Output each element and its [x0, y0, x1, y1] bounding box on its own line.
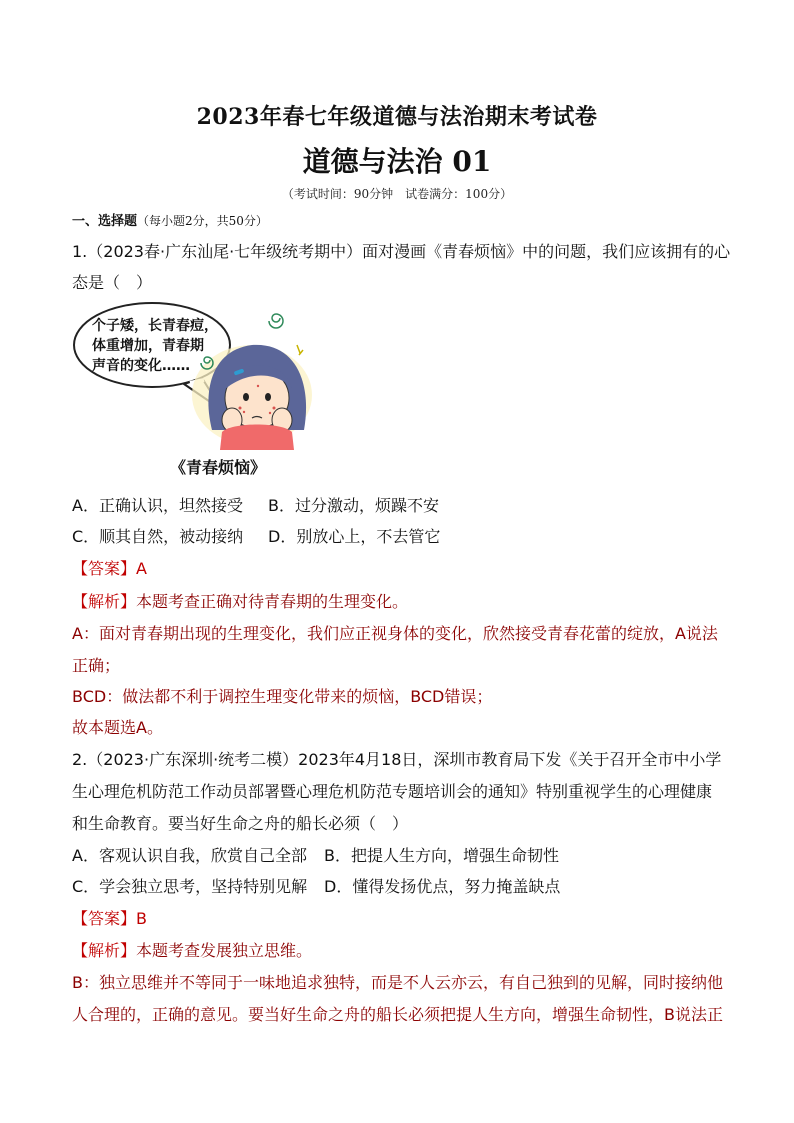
q1-stem-line1: 1.（2023春·广东汕尾·七年级统考期中）面对漫画《青春烦恼》中的问题，我们应该拥有的心 — [72, 242, 731, 261]
q1-options-row1 — [72, 490, 722, 521]
bubble-line: 个子矮，长青春痘， — [92, 318, 218, 334]
q1-explanation-line1: A：面对青春期出现的生理变化，我们应正视身体的变化，欣然接受青春花蕾的绽放，A说法 — [72, 624, 718, 643]
q1-stem-line2: 态是（ ） — [72, 273, 153, 292]
exam-title: 2023年春七年级道德与法治期末考试卷 — [196, 104, 598, 130]
cartoon-caption: 《青春烦恼》 — [170, 458, 267, 477]
q2-option-d[interactable]: D．懂得发扬优点，努力掩盖缺点 — [324, 877, 561, 896]
bubble-line: 体重增加，青春期 — [92, 338, 204, 354]
section-heading — [72, 210, 268, 229]
q1-answer — [72, 553, 722, 584]
analysis-label: 【解析】 — [72, 592, 137, 611]
analysis-text: 本题考查正确对待青春期的生理变化。 — [136, 592, 409, 611]
q2-option-c[interactable]: C．学会独立思考，坚持特别见解 — [72, 877, 308, 896]
analysis-label: 【解析】 — [72, 941, 137, 960]
analysis-text: 本题考查发展独立思维。 — [136, 941, 313, 960]
q1-explanation-line3: BCD：做法都不利于调控生理变化带来的烦恼，BCD错误； — [72, 687, 493, 706]
section-rule: （每小题2分，共50分） — [137, 214, 268, 228]
q2-options-row1 — [72, 840, 722, 871]
answer-value: A — [136, 559, 147, 578]
q1-option-b[interactable]: B．过分激动，烦躁不安 — [268, 496, 439, 515]
q1-explanation-line4: 故本题选A。 — [72, 718, 163, 737]
answer-label: 【答案】 — [72, 559, 137, 578]
exam-subject: 道德与法治 01 — [302, 145, 492, 178]
section-title: 一、选择题 — [72, 214, 138, 229]
q2-stem-line3: 和生命教育。要当好生命之舟的船长必须（ ） — [72, 814, 409, 833]
q2-option-a[interactable]: A．客观认识自我，欣赏自己全部 — [72, 846, 307, 865]
bubble-line: 声音的变化…… — [92, 358, 190, 374]
q2-stem-line1: 2.（2023·广东深圳·统考二模）2023年4月18日，深圳市教育局下发《关于召开全市中小学 — [72, 750, 722, 769]
answer-label: 【答案】 — [72, 909, 137, 928]
answer-value: B — [136, 909, 147, 928]
exam-info: （考试时间：90分钟 试卷满分：100分） — [281, 187, 513, 201]
q1-option-a[interactable]: A．正确认识，坦然接受 — [72, 496, 243, 515]
q1-option-d[interactable]: D．别放心上，不去管它 — [268, 527, 441, 546]
q2-explanation-line2: 人合理的，正确的意见。要当好生命之舟的船长必须把提人生方向，增强生命韧性，B说法正 — [72, 1005, 723, 1024]
q2-explanation-line1: B：独立思维并不等同于一味地追求独特，而是不人云亦云，有自己独到的见解，同时接纳他 — [72, 973, 723, 992]
q2-option-b[interactable]: B．把提人生方向，增强生命韧性 — [324, 846, 559, 865]
q1-option-c[interactable]: C．顺其自然，被动接纳 — [72, 527, 244, 546]
q1-explanation-line2: 正确； — [72, 656, 121, 675]
q2-options-row2 — [72, 871, 722, 902]
q2-stem-line2: 生心理危机防范工作动员部署暨心理危机防范专题培训会的通知》特别重视学生的心理健康 — [72, 782, 713, 801]
q2-answer — [72, 903, 722, 934]
speech-bubble-text — [92, 316, 227, 376]
q2-analysis — [72, 935, 722, 966]
q1-options-row2 — [72, 521, 722, 552]
q1-analysis — [72, 586, 722, 617]
